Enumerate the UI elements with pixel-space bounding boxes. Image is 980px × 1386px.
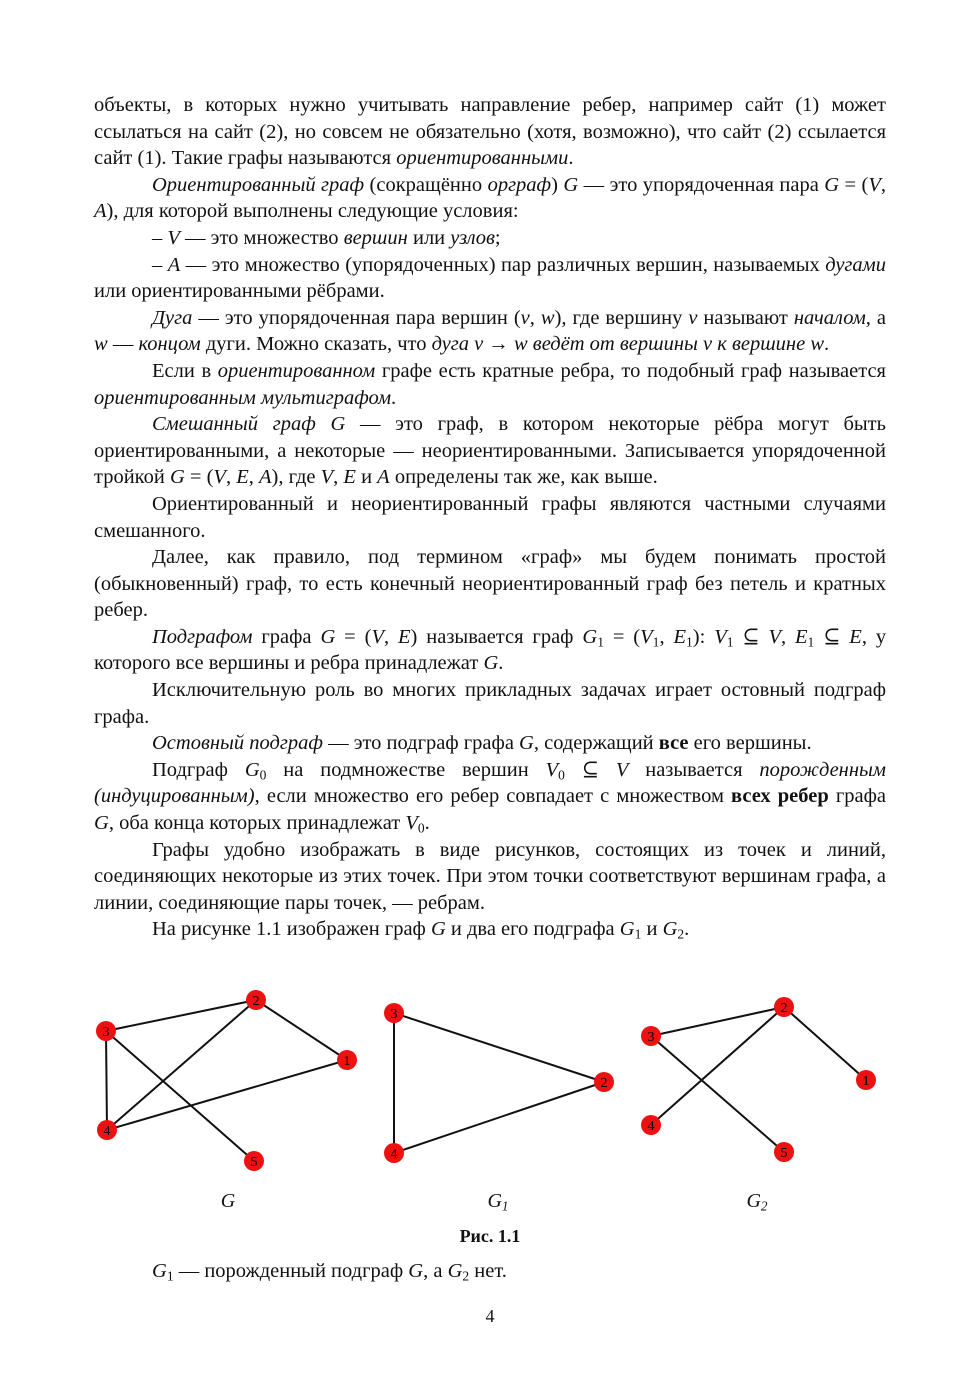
- text-run: ,: [333, 466, 344, 489]
- vertex-label: 3: [390, 1007, 398, 1022]
- text-run: A: [167, 253, 181, 276]
- text-run: V: [167, 226, 180, 249]
- text-run: Если в: [152, 359, 218, 382]
- vertex-label: 3: [102, 1025, 110, 1040]
- figure-title: Рис. 1.1: [459, 1226, 521, 1246]
- text-run: G: [447, 1260, 463, 1282]
- text-run: E: [795, 625, 808, 648]
- text-run: называется: [628, 758, 760, 781]
- caption-g-letter: G: [220, 1190, 236, 1212]
- text-run: ориентированном: [217, 359, 376, 382]
- text-run: —: [107, 333, 139, 356]
- text-run: — порожденный подграф: [173, 1260, 409, 1282]
- text-run: .: [498, 652, 504, 675]
- text-run: ⊆: [564, 758, 616, 781]
- text-run: объекты, в которых нужно учитывать направление ребер, например сайт (1) может ссылаться на сайт (2), но совсем не обязательно (хотя, возможно), что сайт (2) ссылается сайт (1). Такие графы называются: [94, 94, 886, 170]
- text-run: вершин: [343, 226, 408, 249]
- paragraph: [94, 411, 886, 491]
- text-run: E: [343, 466, 356, 489]
- subscript: 1: [652, 634, 660, 650]
- text-run: Подграф: [152, 758, 245, 781]
- paragraph: [94, 677, 886, 730]
- vertex-label: 1: [343, 1054, 351, 1069]
- text-run: Подграфом: [152, 625, 253, 648]
- text-run: на подмножестве вершин: [266, 758, 546, 781]
- text-run: E: [673, 625, 686, 648]
- text-run: Дуга: [152, 306, 193, 329]
- graph-edge: [107, 1000, 256, 1130]
- text-run: — это граф, в котором некоторые рёбра могут быть ориентированными, а некоторые — неориентированными. Записывается упорядоченной тройкой: [94, 413, 886, 489]
- vertex-label: 2: [780, 1001, 788, 1016]
- graph-edge: [107, 1060, 347, 1130]
- text-run: G: [662, 918, 678, 941]
- subscript: 1: [166, 1268, 174, 1284]
- caption-g2-sub: 2: [760, 1198, 768, 1214]
- text-run: ориентированными: [396, 147, 569, 170]
- text-run: G: [824, 173, 840, 196]
- text-run: Далее, как правило, под термином «граф» мы будем понимать простой (обыкновенный) граф, то есть конечный неориентированный граф без петель и кратных ребер.: [94, 546, 886, 622]
- text-run: w: [94, 333, 108, 356]
- text-run: v: [520, 306, 530, 329]
- after-figure-text: [152, 1260, 507, 1283]
- text-run: V: [320, 466, 334, 489]
- text-run: , если множество его ребер совпадает с множеством: [254, 785, 732, 808]
- text-run: графа: [252, 625, 321, 648]
- text-run: или ориентированными рёбрами.: [94, 280, 385, 303]
- caption-graph-g2: [746, 1190, 767, 1213]
- paragraph: [94, 305, 886, 358]
- subscript: 2: [462, 1268, 470, 1284]
- text-run: .: [824, 333, 830, 356]
- text-run: Смешанный граф G: [152, 413, 346, 436]
- text-run: — это множество (упорядоченных) пар различных вершин, называемых: [180, 253, 826, 276]
- text-run: G: [408, 1260, 424, 1282]
- text-run: G: [244, 758, 260, 781]
- text-run: = (: [839, 173, 869, 196]
- text-run: V: [545, 758, 559, 781]
- text-run: всех ребер: [731, 785, 829, 808]
- text-run: называют: [697, 306, 794, 329]
- text-run: — это упорядоченная пара вершин (: [192, 306, 521, 329]
- subscript: 1: [726, 634, 734, 650]
- text-run: ): [551, 173, 564, 196]
- text-run: дугами: [825, 253, 887, 276]
- text-run: G: [320, 625, 336, 648]
- graph-edge: [784, 1007, 866, 1080]
- text-run: G: [582, 625, 598, 648]
- text-run: ,: [659, 625, 674, 648]
- graph-edge: [651, 1036, 784, 1152]
- subscript: 1: [634, 926, 642, 942]
- paragraph: [94, 624, 886, 677]
- text-run: все: [658, 732, 689, 755]
- text-run: V: [640, 625, 653, 648]
- paragraph: [94, 358, 886, 411]
- text-run: V: [213, 466, 226, 489]
- text-run: , содержащий: [533, 732, 659, 755]
- text-run: .: [568, 147, 574, 170]
- text-run: ,: [880, 173, 887, 196]
- text-run: E: [236, 466, 249, 489]
- text-run: дуга v → w ведёт от вершины v к вершине w: [431, 333, 824, 356]
- text-run: ⊆: [733, 625, 769, 648]
- paragraph: [94, 730, 886, 757]
- caption-g1-sub: 1: [501, 1198, 509, 1214]
- text-run: орграф: [487, 173, 552, 196]
- paragraph: [94, 252, 886, 305]
- page-number: 4: [485, 1306, 495, 1326]
- text-run: и: [355, 466, 378, 489]
- text-run: ⊆: [814, 625, 850, 648]
- vertex-label: 4: [103, 1124, 111, 1139]
- text-run: –: [152, 253, 168, 276]
- vertex-label: 5: [780, 1146, 788, 1161]
- graph-edge: [106, 1031, 107, 1130]
- caption-graph-g: [221, 1190, 235, 1213]
- text-run: V: [714, 625, 727, 648]
- text-run: — это множество: [179, 226, 344, 249]
- text-run: .: [684, 918, 690, 941]
- text-run: , а: [865, 306, 887, 329]
- paragraph: [94, 92, 886, 172]
- text-run: .: [424, 812, 430, 835]
- graph-edge: [651, 1007, 784, 1125]
- caption-graph-g1: [487, 1190, 508, 1213]
- text-run: G: [94, 812, 109, 835]
- vertex-label: 1: [862, 1074, 870, 1089]
- text-run: w: [540, 306, 555, 329]
- text-run: порожденным (индуцированным): [94, 758, 886, 808]
- text-run: Исключительную роль во многих прикладных задачах играет остовный подграф графа.: [94, 679, 886, 728]
- vertex-label: 4: [390, 1147, 398, 1162]
- text-run: G: [483, 652, 499, 675]
- paragraph: [94, 916, 886, 943]
- text-run: На рисунке 1.1 изображен граф: [152, 918, 431, 941]
- vertex-label: 5: [250, 1155, 258, 1170]
- text-run: V: [615, 758, 629, 781]
- vertex-label: 2: [600, 1076, 608, 1091]
- graph-edge: [394, 1013, 604, 1082]
- text-run: нет.: [469, 1260, 507, 1282]
- subscript: 0: [417, 820, 425, 836]
- subscript: 1: [686, 634, 693, 650]
- caption-g1-letter: G: [487, 1190, 502, 1212]
- text-run: или: [407, 226, 451, 249]
- text-run: ), где вершину: [554, 306, 689, 329]
- text-run: ), для которой выполнены следующие условия:: [106, 200, 519, 223]
- paragraph: [94, 544, 886, 624]
- text-run: A: [377, 466, 390, 489]
- text-run: ,: [780, 625, 796, 648]
- text-run: концом: [138, 333, 201, 356]
- text-run: ), где: [271, 466, 321, 489]
- graph-edge: [256, 1000, 347, 1060]
- text-run: = (: [335, 625, 372, 648]
- text-run: G: [519, 732, 534, 755]
- text-run: ориентированным мультиграфом: [94, 386, 392, 409]
- text-run: E: [398, 625, 411, 648]
- text-run: — это упорядоченная пара: [578, 173, 825, 196]
- text-run: и: [641, 918, 663, 941]
- text-run: дуги. Можно сказать, что: [200, 333, 432, 356]
- text-run: V: [371, 625, 384, 648]
- paragraph: [94, 225, 886, 252]
- subscript: 1: [597, 634, 604, 650]
- text-run: ,: [225, 466, 237, 489]
- graph-edge: [106, 1000, 256, 1031]
- text-run: ,: [529, 306, 541, 329]
- text-run: началом: [793, 306, 866, 329]
- subscript: 0: [259, 767, 267, 783]
- paragraph: [94, 837, 886, 917]
- subscript: 1: [807, 634, 815, 650]
- text-run: G: [619, 918, 635, 941]
- text-run: , оба конца которых принадлежат: [108, 812, 406, 835]
- body-text: [94, 92, 886, 943]
- vertex-label: 2: [252, 994, 260, 1009]
- text-run: V: [768, 625, 781, 648]
- text-run: ,: [248, 466, 259, 489]
- text-run: V: [405, 812, 418, 835]
- vertex-label: 4: [647, 1119, 655, 1134]
- text-run: G: [430, 918, 446, 941]
- text-run: = (: [603, 625, 641, 648]
- text-run: –: [152, 226, 168, 249]
- subscript: 0: [558, 767, 565, 783]
- text-run: G: [152, 1260, 167, 1282]
- graph-edge: [394, 1082, 604, 1153]
- text-run: Остовный подграф: [152, 732, 323, 755]
- text-run: v: [688, 306, 698, 329]
- text-run: Ориентированный граф: [152, 173, 365, 196]
- text-run: .: [391, 386, 397, 409]
- text-run: графа: [828, 785, 886, 808]
- text-run: ):: [692, 625, 715, 648]
- text-run: — это подграф графа: [322, 732, 520, 755]
- text-run: , у которого все вершины и ребра принадлежат: [94, 625, 887, 675]
- text-run: Ориентированный и неориентированный графы являются частными случаями смешанного.: [94, 492, 886, 542]
- text-run: (сокращённо: [364, 173, 488, 196]
- text-run: ) называется граф: [410, 625, 583, 648]
- text-run: G: [563, 173, 579, 196]
- paragraph: [94, 757, 886, 837]
- text-run: Графы удобно изображать в виде рисунков, состоящих из точек и линий, соединяющих некоторые из этих точек. При этом точки соответствуют вершинам графа, а линии, соединяющие пары точек, — ребрам.: [94, 838, 886, 914]
- graph-edge: [651, 1007, 784, 1036]
- text-run: ;: [494, 226, 501, 249]
- text-run: = (: [184, 466, 214, 489]
- text-run: , а: [423, 1260, 448, 1282]
- vertex-label: 3: [647, 1030, 655, 1045]
- text-run: V: [868, 173, 881, 196]
- text-run: его вершины.: [688, 732, 812, 755]
- text-run: G: [169, 466, 185, 489]
- text-run: и два его подграфа: [445, 918, 620, 941]
- paragraph: [94, 491, 886, 544]
- text-run: определены так же, как выше.: [389, 466, 658, 489]
- text-run: графе есть кратные ребра, то подобный граф называется: [375, 359, 886, 382]
- paragraph: [94, 172, 886, 225]
- text-run: узлов: [450, 226, 495, 249]
- caption-g2-letter: G: [746, 1190, 761, 1212]
- text-run: E: [849, 625, 862, 648]
- graph-edge: [103, 1031, 254, 1161]
- text-run: A: [94, 200, 107, 223]
- text-run: A: [258, 466, 272, 489]
- text-run: ,: [383, 625, 398, 648]
- subscript: 2: [677, 926, 685, 942]
